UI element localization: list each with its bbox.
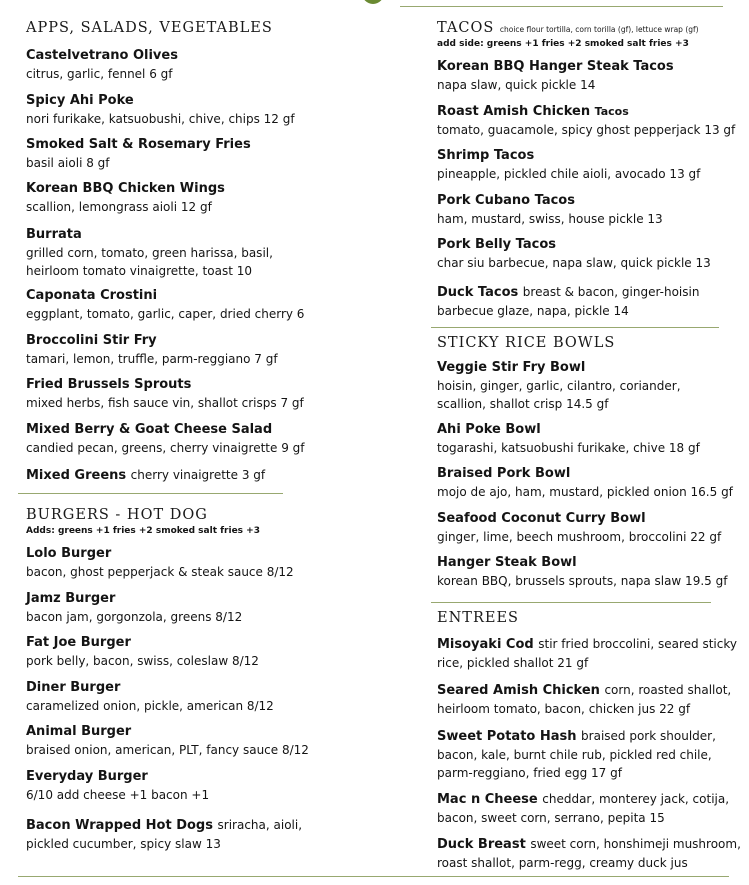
section-title-bowls: STICKY RICE BOWLS xyxy=(437,335,616,351)
menu-item xyxy=(26,768,209,804)
item-inline-desc: cheddar, monterey jack, cotija, xyxy=(542,792,730,806)
item-name: Shrimp Tacos xyxy=(437,148,535,163)
item-name-line xyxy=(26,466,265,485)
item-desc: 6/10 add cheese +1 bacon +1 xyxy=(26,788,210,802)
item-inline-desc: breast & bacon, ginger-hoisin xyxy=(522,285,700,299)
item-desc: mojo de ajo, ham, mustard, pickled onion 16.5 gf xyxy=(437,485,733,499)
menu-item xyxy=(437,635,737,672)
item-name: Braised Pork Bowl xyxy=(437,466,571,481)
item-name: Diner Burger xyxy=(26,680,121,695)
section-title-apps: APPS, SALADS, VEGETABLES xyxy=(26,20,273,36)
section-divider xyxy=(431,327,719,328)
item-name: Fried Brussels Sprouts xyxy=(26,377,192,392)
item-name-line xyxy=(437,835,741,854)
item-desc: pickled cucumber, spicy slaw 13 xyxy=(26,837,221,851)
item-name: Korean BBQ Chicken Wings xyxy=(26,181,225,196)
item-name: Misoyaki Cod xyxy=(437,637,534,652)
item-desc: grilled corn, tomato, green harissa, basil, xyxy=(26,246,273,260)
item-name: Smoked Salt & Rosemary Fries xyxy=(26,137,251,152)
menu-item xyxy=(437,421,700,457)
item-desc: ham, mustard, swiss, house pickle 13 xyxy=(437,212,663,226)
item-desc: togarashi, katsuobushi furikake, chive 18 gf xyxy=(437,441,700,455)
menu-item xyxy=(26,421,305,457)
item-name: Lolo Burger xyxy=(26,546,112,561)
item-desc: braised onion, american, PLT, fancy sauce 8/12 xyxy=(26,743,309,757)
logo-mark xyxy=(362,0,384,4)
section-title-burgers: BURGERS - HOT DOG xyxy=(26,507,208,523)
item-name: Duck Breast xyxy=(437,837,526,852)
item-name: Bacon Wrapped Hot Dogs xyxy=(26,818,213,833)
item-name: Mixed Greens xyxy=(26,468,127,483)
item-desc: bacon, ghost pepperjack & steak sauce 8/12 xyxy=(26,565,294,579)
menu-item xyxy=(437,147,700,183)
item-name: Burrata xyxy=(26,227,82,242)
item-name: Seared Amish Chicken xyxy=(437,683,600,698)
menu-item xyxy=(26,136,251,172)
item-name-line xyxy=(437,681,731,700)
menu-item xyxy=(26,226,273,280)
item-desc: bacon, sweet corn, serrano, pepita 15 xyxy=(437,811,665,825)
item-name: Hanger Steak Bowl xyxy=(437,555,577,570)
menu-item xyxy=(437,727,716,782)
menu-item xyxy=(437,790,729,827)
item-desc: roast shallot, parm-regg, creamy duck jus xyxy=(437,856,688,870)
tacos-subtitle: choice flour tortilla, corn torilla (gf), lettuce wrap (gf) xyxy=(499,25,699,34)
item-name: Veggie Stir Fry Bowl xyxy=(437,360,586,375)
menu-item xyxy=(26,287,304,323)
menu-item xyxy=(437,192,663,228)
item-inline-desc: sweet corn, honshimeji mushroom, xyxy=(530,837,741,851)
menu-item xyxy=(437,465,733,501)
top-rule xyxy=(400,6,723,7)
menu-item xyxy=(437,283,699,320)
menu-item xyxy=(437,58,674,94)
item-desc: heirloom tomato, bacon, chicken jus 22 gf xyxy=(437,702,691,716)
item-name: Jamz Burger xyxy=(26,591,116,606)
item-name-line xyxy=(437,727,716,746)
item-name: Seafood Coconut Curry Bowl xyxy=(437,511,646,526)
menu-item xyxy=(26,590,242,626)
item-desc: caramelized onion, pickle, american 8/12 xyxy=(26,699,274,713)
item-name-line xyxy=(437,635,737,654)
tacos-add-side-note: add side: greens +1 fries +2 smoked salt fries +3 xyxy=(437,39,689,49)
menu-item xyxy=(26,180,225,216)
item-desc: scallion, lemongrass aioli 12 gf xyxy=(26,200,212,214)
item-desc: mixed herbs, fish sauce vin, shallot crisps 7 gf xyxy=(26,396,304,410)
item-desc: barbecue glaze, napa, pickle 14 xyxy=(437,304,629,318)
section-divider xyxy=(18,493,283,494)
item-desc: bacon jam, gorgonzola, greens 8/12 xyxy=(26,610,243,624)
menu-item xyxy=(437,359,681,413)
menu-item xyxy=(26,47,178,83)
item-desc: korean BBQ, brussels sprouts, napa slaw 19.5 gf xyxy=(437,574,728,588)
item-desc: napa slaw, quick pickle 14 xyxy=(437,78,596,92)
burgers-adds-note: Adds: greens +1 fries +2 smoked salt fries +3 xyxy=(26,526,260,536)
menu-item xyxy=(437,681,731,718)
menu-item xyxy=(26,816,302,853)
item-name-small: Tacos xyxy=(594,105,629,118)
item-desc: pineapple, pickled chile aioli, avocado 13 gf xyxy=(437,167,701,181)
item-desc: nori furikake, katsuobushi, chive, chips 12 gf xyxy=(26,112,295,126)
menu-item xyxy=(437,236,711,272)
menu-item xyxy=(26,723,309,759)
section-divider xyxy=(431,602,711,603)
item-name: Castelvetrano Olives xyxy=(26,48,178,63)
item-desc: tomato, guacamole, spicy ghost pepperjack 13 gf xyxy=(437,123,736,137)
section-title-tacos xyxy=(437,20,699,36)
item-name: Ahi Poke Bowl xyxy=(437,422,541,437)
item-name-line xyxy=(26,816,302,835)
item-name-line xyxy=(437,103,735,121)
item-inline-desc: stir fried broccolini, seared sticky xyxy=(538,637,737,651)
item-name: Pork Cubano Tacos xyxy=(437,193,575,208)
item-desc: hoisin, ginger, garlic, cilantro, coriander, xyxy=(437,379,681,393)
item-desc: pork belly, bacon, swiss, coleslaw 8/12 xyxy=(26,654,259,668)
item-desc: parm-reggiano, fried egg 17 gf xyxy=(437,766,622,780)
menu-item xyxy=(26,545,294,581)
item-inline-desc: cherry vinaigrette 3 gf xyxy=(130,468,266,482)
item-desc: heirloom tomato vinaigrette, toast 10 xyxy=(26,264,252,278)
bottom-rule xyxy=(18,876,729,877)
menu-item xyxy=(26,466,265,485)
menu-item xyxy=(26,92,295,128)
item-name: Korean BBQ Hanger Steak Tacos xyxy=(437,59,674,74)
item-desc: scallion, shallot crisp 14.5 gf xyxy=(437,397,609,411)
item-inline-desc: braised pork shoulder, xyxy=(581,729,716,743)
item-desc: bacon, kale, burnt chile rub, pickled red chile, xyxy=(437,748,712,762)
item-name: Animal Burger xyxy=(26,724,132,739)
item-name: Roast Amish Chicken xyxy=(437,104,591,119)
item-desc: char siu barbecue, napa slaw, quick pickle 13 xyxy=(437,256,711,270)
menu-item xyxy=(26,679,274,715)
item-name-line xyxy=(437,790,729,809)
section-title-entrees: ENTREES xyxy=(437,610,519,626)
item-name: Spicy Ahi Poke xyxy=(26,93,134,108)
item-desc: tamari, lemon, truffle, parm-reggiano 7 gf xyxy=(26,352,278,366)
item-name: Duck Tacos xyxy=(437,285,519,300)
item-desc: candied pecan, greens, cherry vinaigrette 9 gf xyxy=(26,441,305,455)
menu-item xyxy=(26,634,259,670)
menu-item xyxy=(437,835,741,872)
item-desc: ginger, lime, beech mushroom, broccolini 22 gf xyxy=(437,530,722,544)
item-desc: rice, pickled shallot 21 gf xyxy=(437,656,589,670)
item-name-line xyxy=(437,283,699,302)
item-name: Fat Joe Burger xyxy=(26,635,131,650)
item-name: Broccolini Stir Fry xyxy=(26,333,157,348)
item-inline-desc: sriracha, aioli, xyxy=(217,818,303,832)
item-inline-desc: corn, roasted shallot, xyxy=(604,683,732,697)
item-name: Caponata Crostini xyxy=(26,288,158,303)
menu-item xyxy=(26,332,278,368)
item-name: Mac n Cheese xyxy=(437,792,538,807)
item-desc: citrus, garlic, fennel 6 gf xyxy=(26,67,173,81)
menu-item xyxy=(437,510,721,546)
item-desc: eggplant, tomato, garlic, caper, dried cherry 6 xyxy=(26,307,305,321)
item-desc: basil aioli 8 gf xyxy=(26,156,110,170)
tacos-title: TACOS xyxy=(437,20,495,36)
menu-item xyxy=(437,554,727,590)
item-name: Sweet Potato Hash xyxy=(437,729,577,744)
item-name: Mixed Berry & Goat Cheese Salad xyxy=(26,422,273,437)
item-name: Everyday Burger xyxy=(26,769,148,784)
item-name: Pork Belly Tacos xyxy=(437,237,557,252)
menu-item xyxy=(26,376,304,412)
menu-item xyxy=(437,103,735,139)
